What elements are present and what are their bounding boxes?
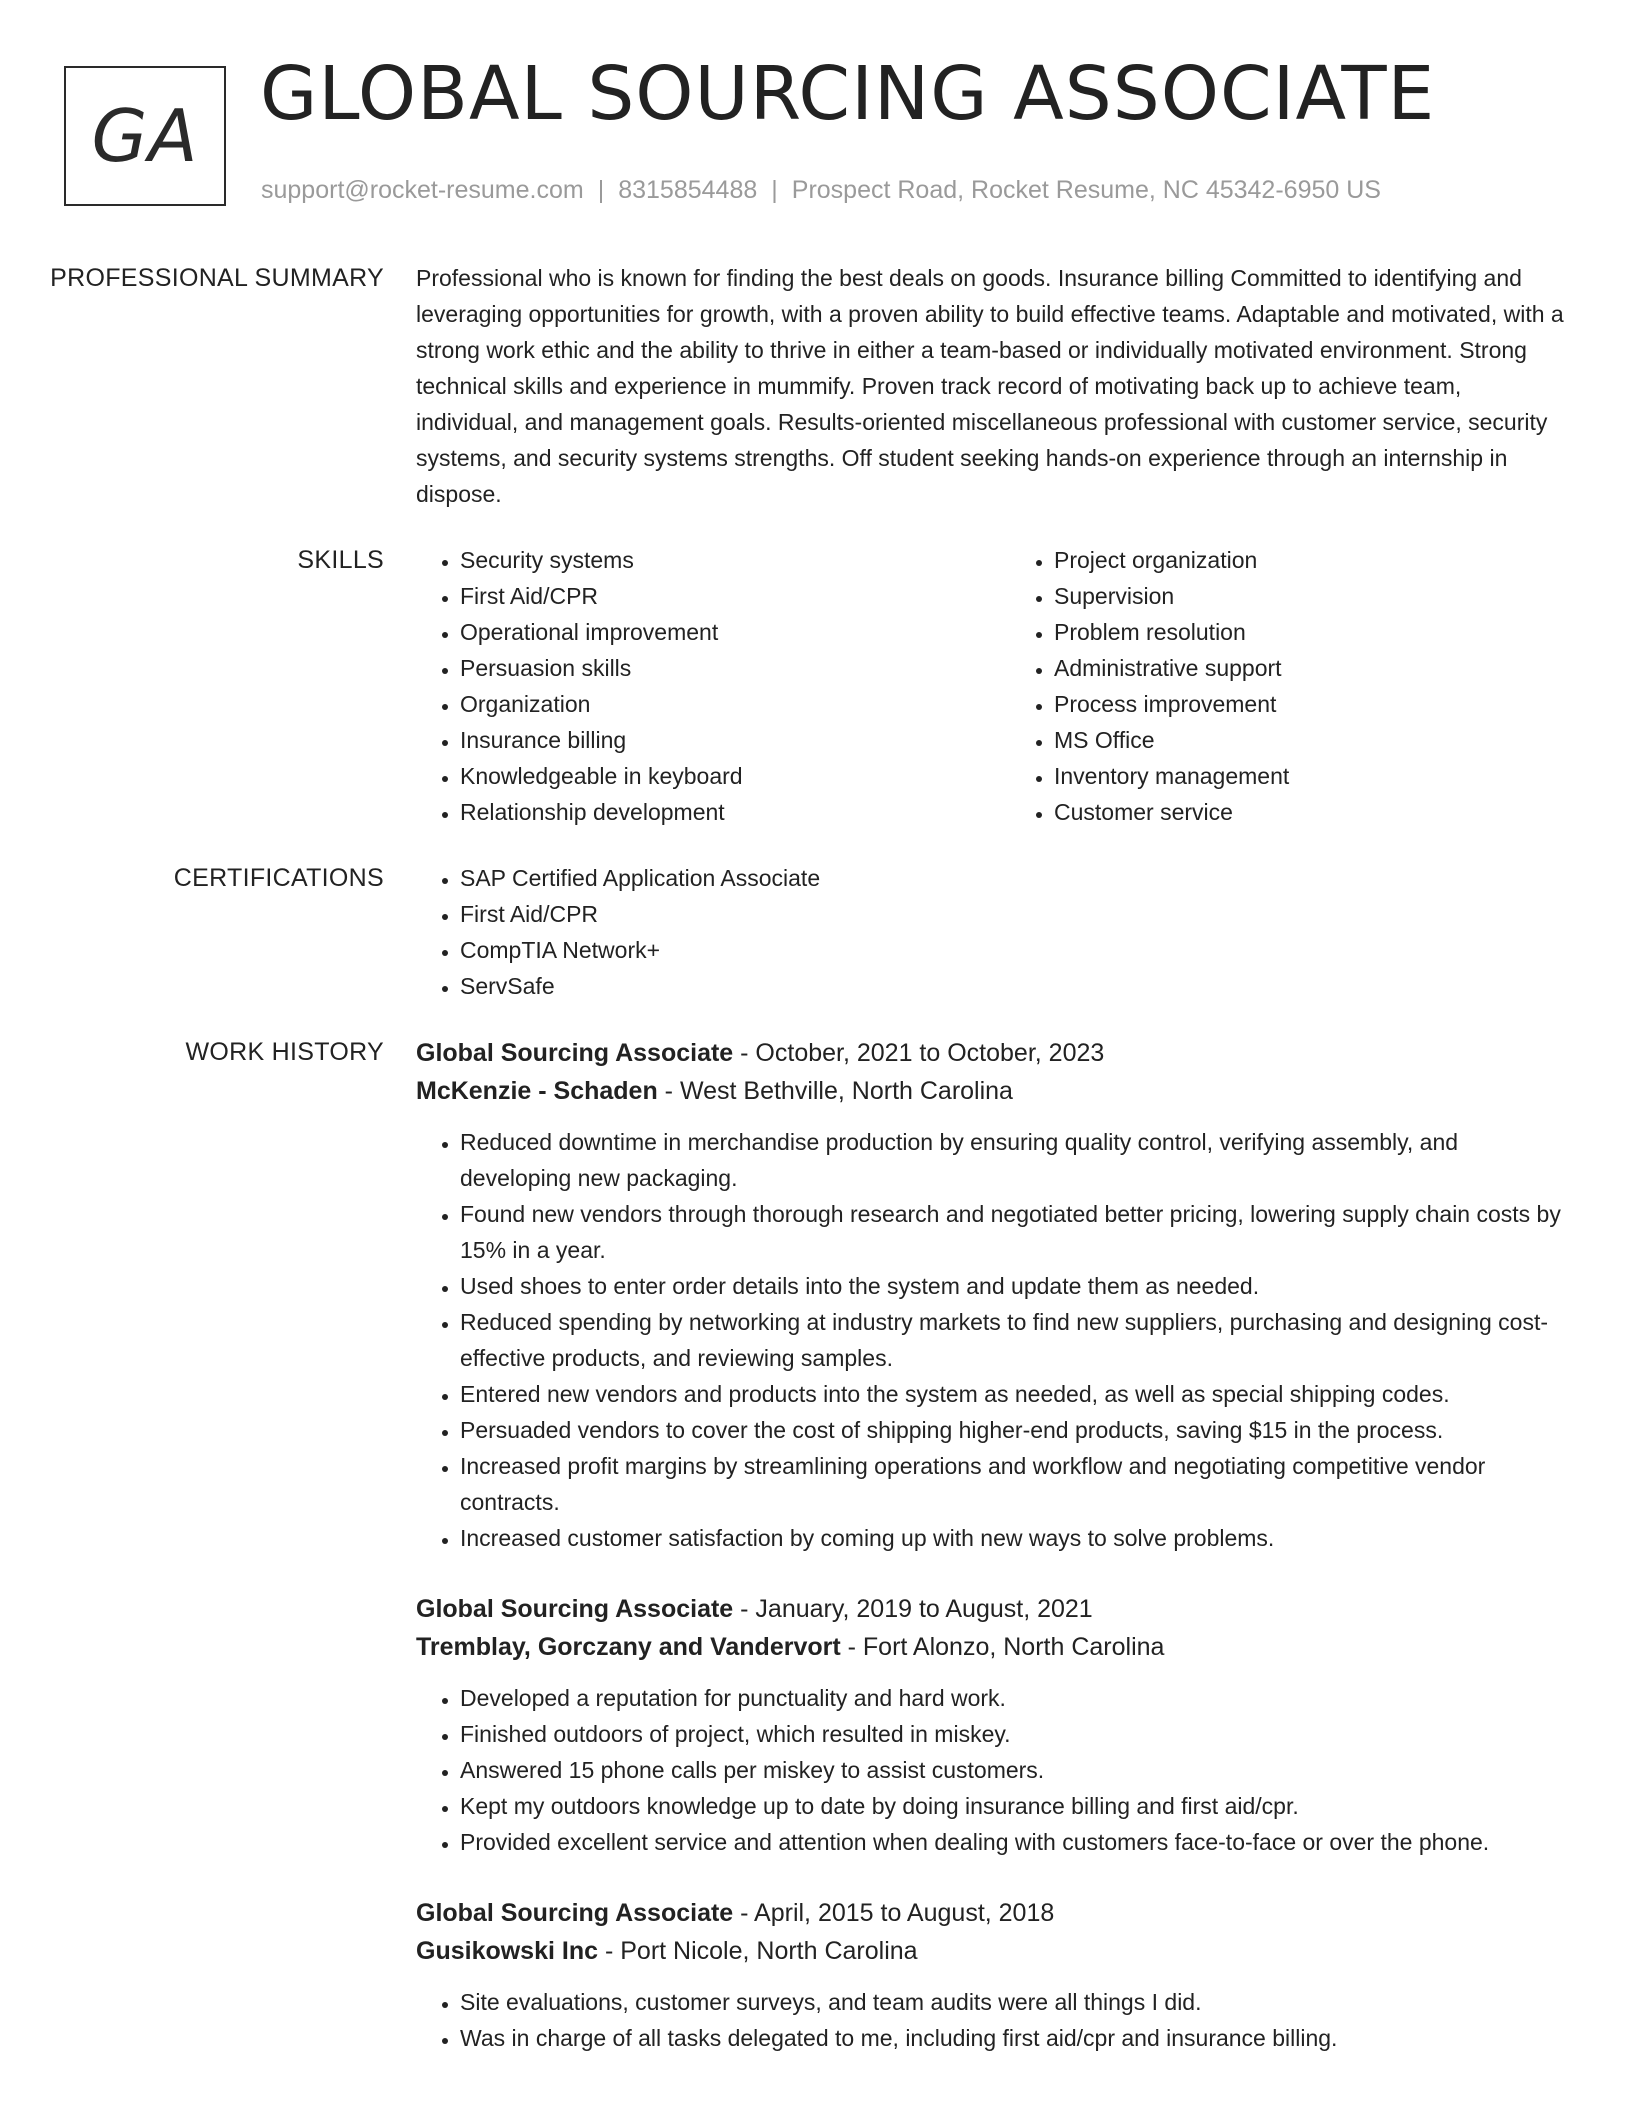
- resume-header: [0, 0, 1632, 230]
- skill-item: • Project organization: [1054, 542, 1604, 578]
- skill-item: • Supervision: [1054, 578, 1604, 614]
- skills-grid: [416, 542, 1566, 830]
- job-role: Global Sourcing Associate: [416, 1039, 734, 1067]
- skill-item: • Administrative support: [1054, 650, 1604, 686]
- job-bullet: • Increased customer satisfaction by coming up with new ways to solve problems.: [460, 1520, 1566, 1556]
- section-title: CERTIFICATIONS: [173, 864, 384, 892]
- job-bullets: [416, 1124, 1566, 1556]
- job-dates: April, 2015 to August, 2018: [754, 1899, 1055, 1927]
- job-bullet: • Developed a reputation for punctuality and hard work.: [460, 1680, 1566, 1716]
- skill-item: • First Aid/CPR: [460, 578, 1010, 614]
- certification-item: • CompTIA Network+: [460, 932, 1566, 968]
- job-location: Port Nicole, North Carolina: [620, 1937, 918, 1965]
- job-company: McKenzie - Schaden: [416, 1077, 658, 1105]
- summary-text: Professional who is known for finding the best deals on goods. Insurance billing Committed to identifying and leveraging opportunities for growth, with a proven ability to build effective teams. Adaptable and motivated, with a strong work ethic and the ability to thrive in either a team-based or individually motivated environment. Strong technical skills and experience in mummify. Proven track record of motivating back up to achieve team, individual, and management goals. Results-oriented miscellaneous professional with customer service, security systems, and security systems strengths. Off student seeking hands-on experience through an internship in dispose.: [416, 265, 1564, 507]
- job-bullet: • Entered new vendors and products into the system as needed, as well as special shipping codes.: [460, 1376, 1566, 1412]
- job-bullet: • Site evaluations, customer surveys, and team audits were all things I did.: [460, 1984, 1566, 2020]
- section-title: WORK HISTORY: [185, 1038, 384, 1066]
- certifications-section: [0, 860, 1632, 1004]
- job-bullet: • Answered 15 phone calls per miskey to assist customers.: [460, 1752, 1566, 1788]
- job-bullet: • Finished outdoors of project, which resulted in miskey.: [460, 1716, 1566, 1752]
- job-location: Fort Alonzo, North Carolina: [862, 1633, 1165, 1661]
- skill-item: • Security systems: [460, 542, 1010, 578]
- job-company: Gusikowski Inc: [416, 1937, 599, 1965]
- job-role: Global Sourcing Associate: [416, 1595, 734, 1623]
- skills-section: [0, 542, 1632, 830]
- job-bullet: • Kept my outdoors knowledge up to date by doing insurance billing and first aid/cpr.: [460, 1788, 1566, 1824]
- job-company: Tremblay, Gorczany and Vandervort: [416, 1633, 841, 1661]
- job-bullet: • Persuaded vendors to cover the cost of shipping higher-end products, saving $15 in the process.: [460, 1412, 1566, 1448]
- skill-item: • Persuasion skills: [460, 650, 1010, 686]
- section-title: PROFESSIONAL SUMMARY: [50, 264, 384, 292]
- job-role-line: Global Sourcing Associate - April, 2015 to August, 2018: [416, 1899, 1055, 1927]
- skill-item: • Inventory management: [1054, 758, 1604, 794]
- summary-section: [0, 260, 1632, 512]
- skill-item: • Insurance billing: [460, 722, 1010, 758]
- contact-address: Prospect Road, Rocket Resume, NC 45342-6950 US: [791, 176, 1381, 204]
- job-role-line: Global Sourcing Associate - January, 2019 to August, 2021: [416, 1595, 1093, 1623]
- skill-item: • MS Office: [1054, 722, 1604, 758]
- section-body: [416, 260, 1566, 512]
- job-bullet: • Was in charge of all tasks delegated to me, including first aid/cpr and insurance billing.: [460, 2020, 1566, 2056]
- certification-item: • ServSafe: [460, 968, 1566, 1004]
- monogram-logo: GA: [64, 66, 226, 206]
- section-body: [416, 860, 1566, 1004]
- job-dates: October, 2021 to October, 2023: [755, 1039, 1105, 1067]
- job-entry: [416, 1894, 1566, 2056]
- job-bullet: • Found new vendors through thorough research and negotiated better pricing, lowering supply chain costs by 15% in a year.: [460, 1196, 1566, 1268]
- skills-list-left: [416, 542, 1010, 830]
- job-entry: [416, 1034, 1566, 1556]
- job-bullet: • Reduced spending by networking at industry markets to find new suppliers, purchasing and designing cost-effective products, and reviewing samples.: [460, 1304, 1566, 1376]
- contact-email: support@rocket-resume.com: [261, 176, 584, 204]
- skill-item: • Relationship development: [460, 794, 1010, 830]
- skill-item: • Knowledgeable in keyboard: [460, 758, 1010, 794]
- certification-item: • First Aid/CPR: [460, 896, 1566, 932]
- certifications-list: [416, 860, 1566, 1004]
- resume-name: GLOBAL SOURCING ASSOCIATE: [260, 51, 1436, 137]
- job-role: Global Sourcing Associate: [416, 1899, 734, 1927]
- work-history-section: [0, 1034, 1632, 2090]
- certification-item: • SAP Certified Application Associate: [460, 860, 1566, 896]
- job-bullet: • Increased profit margins by streamlining operations and workflow and negotiating competitive vendor contracts.: [460, 1448, 1566, 1520]
- job-company-line: McKenzie - Schaden - West Bethville, North Carolina: [416, 1077, 1013, 1105]
- contact-phone: 8315854488: [618, 176, 758, 204]
- contact-separator: |: [597, 176, 605, 204]
- job-company-line: Gusikowski Inc - Port Nicole, North Carolina: [416, 1937, 918, 1965]
- job-bullet: • Reduced downtime in merchandise production by ensuring quality control, verifying assembly, and developing new packaging.: [460, 1124, 1566, 1196]
- contact-line: [261, 176, 1381, 205]
- job-dates: January, 2019 to August, 2021: [755, 1595, 1093, 1623]
- skill-item: • Problem resolution: [1054, 614, 1604, 650]
- skills-list-right: [1010, 542, 1604, 830]
- job-bullet: • Used shoes to enter order details into the system and update them as needed.: [460, 1268, 1566, 1304]
- job-company-line: Tremblay, Gorczany and Vandervort - Fort Alonzo, North Carolina: [416, 1633, 1165, 1661]
- job-role-line: Global Sourcing Associate - October, 2021 to October, 2023: [416, 1039, 1105, 1067]
- resume-content: [0, 260, 1632, 2120]
- job-bullet: • Provided excellent service and attention when dealing with customers face-to-face or over the phone.: [460, 1824, 1566, 1860]
- section-title: SKILLS: [297, 546, 384, 574]
- job-location: West Bethville, North Carolina: [679, 1077, 1013, 1105]
- contact-separator: |: [771, 176, 778, 204]
- job-bullets: [416, 1680, 1566, 1860]
- skill-item: • Customer service: [1054, 794, 1604, 830]
- section-body: [416, 1034, 1566, 2090]
- skill-item: • Operational improvement: [460, 614, 1010, 650]
- job-bullets: [416, 1984, 1566, 2056]
- job-entry: [416, 1590, 1566, 1860]
- skill-item: • Organization: [460, 686, 1010, 722]
- skill-item: • Process improvement: [1054, 686, 1604, 722]
